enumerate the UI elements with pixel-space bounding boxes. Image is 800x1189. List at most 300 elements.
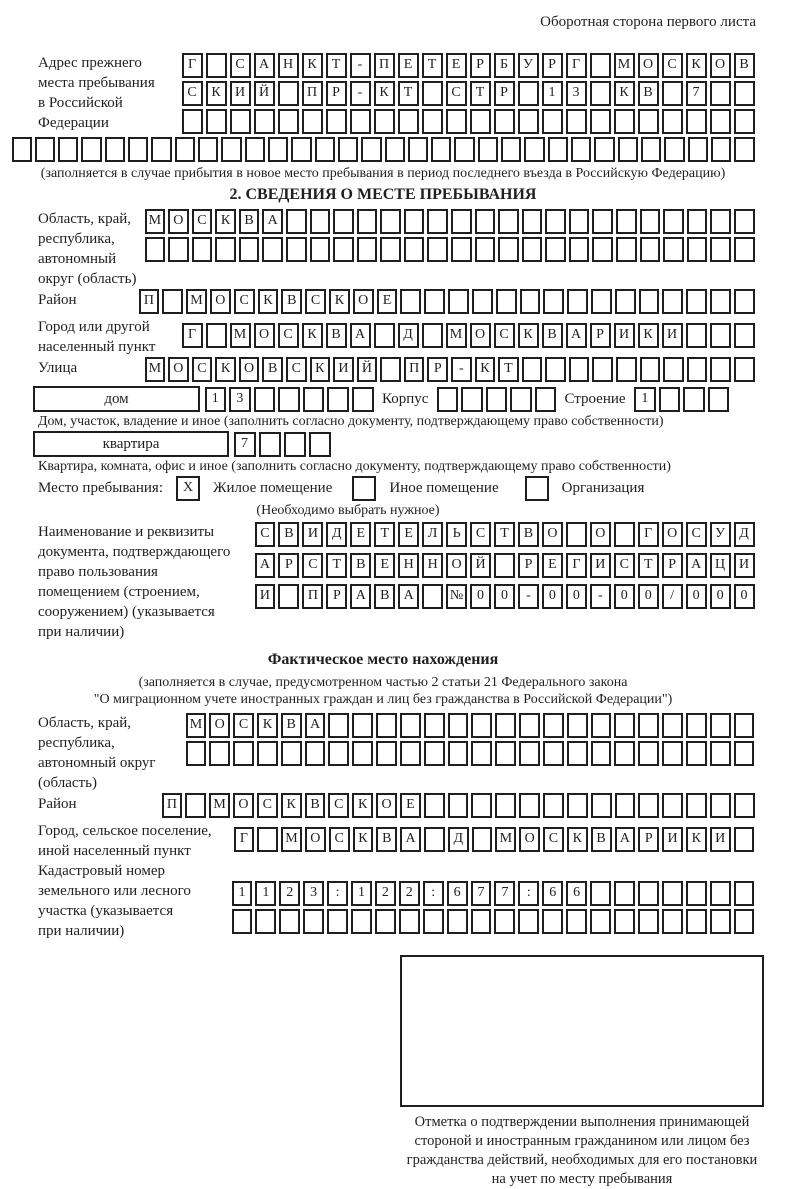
char-cell <box>591 713 612 738</box>
char-cell: О <box>590 522 611 547</box>
char-cell <box>470 109 491 134</box>
char-cell <box>590 881 611 906</box>
apartment-cells <box>232 432 332 457</box>
char-cell: С <box>234 289 255 314</box>
char-cell: О <box>210 289 231 314</box>
char-cell: С <box>192 357 213 382</box>
char-cell <box>471 741 492 766</box>
char-cell <box>688 137 708 162</box>
char-cell <box>710 289 731 314</box>
char-cell: 1 <box>351 881 372 906</box>
char-cell <box>548 137 568 162</box>
char-cell: К <box>352 793 373 818</box>
char-cell <box>734 909 755 934</box>
char-cell: 1 <box>232 881 253 906</box>
char-cell <box>734 289 755 314</box>
apartment-row <box>33 430 756 458</box>
char-cell <box>614 741 635 766</box>
char-cell <box>687 357 708 382</box>
stay-type-option-residential: Жилое помещение <box>213 480 333 496</box>
prev-address-label <box>38 53 180 133</box>
char-cell: 0 <box>566 584 587 609</box>
char-cell: О <box>638 53 659 78</box>
fact-district-block <box>38 793 756 821</box>
char-cell <box>710 81 731 106</box>
char-cell <box>616 209 637 234</box>
char-cell <box>128 137 148 162</box>
char-cell: Д <box>398 323 419 348</box>
char-cell <box>616 357 637 382</box>
char-cell <box>545 209 566 234</box>
char-cell: Р <box>278 553 299 578</box>
char-cell: И <box>734 553 755 578</box>
char-cell: К <box>281 793 302 818</box>
cadastre-row2 <box>230 909 756 934</box>
char-cell: С <box>255 522 276 547</box>
label-line: республика, <box>38 231 115 247</box>
char-cell <box>615 793 636 818</box>
char-cell <box>35 137 55 162</box>
char-cell <box>338 137 358 162</box>
char-cell: К <box>374 81 395 106</box>
char-cell: С <box>233 713 254 738</box>
caption-line: гражданства действий, необходимых для его постановки <box>406 1152 758 1168</box>
char-cell <box>398 109 419 134</box>
char-cell: Ц <box>710 553 731 578</box>
char-cell <box>182 109 203 134</box>
char-cell: Ь <box>446 522 467 547</box>
char-cell: 7 <box>471 881 492 906</box>
char-cell <box>683 387 705 412</box>
char-cell <box>427 237 448 262</box>
char-cell: Й <box>357 357 378 382</box>
char-cell: Б <box>494 53 515 78</box>
region-row1 <box>143 209 756 234</box>
char-cell: Д <box>734 522 755 547</box>
char-cell <box>594 137 614 162</box>
char-cell <box>591 741 612 766</box>
char-cell <box>404 237 425 262</box>
char-cell: К <box>302 323 323 348</box>
char-cell <box>616 237 637 262</box>
region-block <box>38 209 756 289</box>
char-cell: Е <box>350 522 371 547</box>
char-cell <box>734 713 755 738</box>
char-cell <box>230 109 251 134</box>
char-cell: В <box>376 827 397 852</box>
char-cell <box>592 237 613 262</box>
label-line: Город или другой <box>38 319 150 335</box>
char-cell: М <box>495 827 516 852</box>
char-cell: С <box>257 793 278 818</box>
char-cell: : <box>327 881 348 906</box>
char-cell <box>145 237 166 262</box>
char-cell <box>232 909 253 934</box>
street-block <box>38 357 756 385</box>
char-cell <box>543 289 564 314</box>
char-cell: О <box>470 323 491 348</box>
house-cells <box>203 387 375 412</box>
char-cell: П <box>404 357 425 382</box>
char-cell <box>734 357 755 382</box>
char-cell <box>448 289 469 314</box>
char-cell <box>640 237 661 262</box>
char-cell: В <box>542 323 563 348</box>
char-cell <box>662 109 683 134</box>
label-line: Область, край, <box>38 211 132 227</box>
char-cell <box>686 793 707 818</box>
char-cell: К <box>215 209 236 234</box>
label-line: право пользования <box>38 564 158 580</box>
char-cell <box>254 109 275 134</box>
char-cell: Р <box>326 584 347 609</box>
char-cell <box>498 209 519 234</box>
char-cell <box>662 881 683 906</box>
char-cell <box>357 209 378 234</box>
char-cell <box>424 713 445 738</box>
char-cell <box>424 827 445 852</box>
char-cell <box>566 109 587 134</box>
char-cell: О <box>710 53 731 78</box>
char-cell <box>662 713 683 738</box>
char-cell <box>427 209 448 234</box>
char-cell <box>352 741 373 766</box>
char-cell: В <box>350 553 371 578</box>
char-cell: А <box>350 584 371 609</box>
korpus-label: Корпус <box>382 390 429 407</box>
char-cell: О <box>233 793 254 818</box>
label-line: Федерации <box>38 115 109 131</box>
char-cell <box>351 909 372 934</box>
char-cell <box>310 209 331 234</box>
char-cell: О <box>168 209 189 234</box>
char-cell: М <box>614 53 635 78</box>
char-cell: - <box>518 584 539 609</box>
char-cell <box>571 137 591 162</box>
document-block <box>38 522 756 642</box>
char-cell: В <box>281 289 302 314</box>
char-cell <box>710 323 731 348</box>
prev-address-row1 <box>180 53 756 78</box>
region-label <box>38 209 143 289</box>
char-cell: Г <box>234 827 255 852</box>
char-cell: О <box>239 357 260 382</box>
char-cell <box>254 387 276 412</box>
char-cell: 7 <box>686 81 707 106</box>
char-cell: 1 <box>205 387 227 412</box>
char-cell: 7 <box>494 881 515 906</box>
cadastre-label <box>38 861 230 941</box>
fact-title: Фактическое место нахождения <box>267 651 499 668</box>
char-cell: В <box>591 827 612 852</box>
char-cell <box>659 387 681 412</box>
char-cell: 6 <box>542 881 563 906</box>
char-cell <box>496 289 517 314</box>
char-cell <box>374 323 395 348</box>
char-cell: П <box>302 81 323 106</box>
label-line: сооружением) (указывается <box>38 604 215 620</box>
fact-district-label: Район <box>38 796 77 812</box>
fact-region-label <box>38 713 184 793</box>
char-cell: К <box>475 357 496 382</box>
char-cell: Р <box>326 81 347 106</box>
district-label: Район <box>38 292 77 308</box>
char-cell <box>618 137 638 162</box>
char-cell: В <box>638 81 659 106</box>
char-cell: 0 <box>710 584 731 609</box>
char-cell: 0 <box>494 584 515 609</box>
char-cell <box>518 109 539 134</box>
char-cell <box>566 522 587 547</box>
char-cell: Т <box>326 53 347 78</box>
char-cell: Т <box>422 53 443 78</box>
label-line: республика, <box>38 735 115 751</box>
city-row <box>180 323 756 348</box>
char-cell: С <box>446 81 467 106</box>
label-line: места пребывания <box>38 75 155 91</box>
char-cell <box>105 137 125 162</box>
prev-address-block <box>38 53 756 137</box>
char-cell <box>326 109 347 134</box>
char-cell: С <box>302 553 323 578</box>
char-cell <box>257 741 278 766</box>
korpus-cells <box>435 387 557 412</box>
char-cell <box>543 741 564 766</box>
char-cell: К <box>518 323 539 348</box>
char-cell <box>374 109 395 134</box>
char-cell <box>291 137 311 162</box>
char-cell: 3 <box>303 881 324 906</box>
char-cell <box>281 741 302 766</box>
char-cell <box>686 741 707 766</box>
label-line: участка (указывается <box>38 903 174 919</box>
region-cells <box>143 209 756 265</box>
label-line: в Российской <box>38 95 123 111</box>
char-cell <box>641 137 661 162</box>
char-cell <box>567 289 588 314</box>
stay-type-checkbox-organization[interactable] <box>525 476 549 501</box>
char-cell <box>501 137 521 162</box>
char-cell <box>590 909 611 934</box>
char-cell <box>259 432 281 457</box>
char-cell: Р <box>542 53 563 78</box>
char-cell: О <box>254 323 275 348</box>
char-cell: О <box>542 522 563 547</box>
char-cell: № <box>446 584 467 609</box>
char-cell <box>333 237 354 262</box>
char-cell <box>422 81 443 106</box>
char-cell <box>186 741 207 766</box>
char-cell <box>710 741 731 766</box>
char-cell <box>662 909 683 934</box>
char-cell: И <box>255 584 276 609</box>
house-caption: Дом, участок, владение и иное (заполнить согласно документу, подтверждающему право собственности) <box>38 414 664 429</box>
char-cell <box>542 109 563 134</box>
char-cell <box>640 209 661 234</box>
char-cell <box>376 741 397 766</box>
char-cell <box>257 827 278 852</box>
char-cell: С <box>494 323 515 348</box>
label-line: земельного или лесного <box>38 883 191 899</box>
char-cell <box>327 387 349 412</box>
char-cell: Р <box>638 827 659 852</box>
char-cell: М <box>281 827 302 852</box>
confirmation-mark-box <box>400 955 764 1107</box>
label-line: Адрес прежнего <box>38 55 142 71</box>
char-cell <box>400 741 421 766</box>
char-cell <box>708 387 730 412</box>
char-cell: М <box>230 323 251 348</box>
char-cell: Р <box>494 81 515 106</box>
char-cell <box>221 137 241 162</box>
char-cell: : <box>518 881 539 906</box>
char-cell <box>614 109 635 134</box>
prev-address-row2 <box>180 81 756 106</box>
label-line: населенный пункт <box>38 339 156 355</box>
char-cell <box>352 387 374 412</box>
char-cell <box>309 432 331 457</box>
char-cell: Р <box>470 53 491 78</box>
char-cell <box>522 237 543 262</box>
char-cell <box>498 237 519 262</box>
char-cell <box>535 387 556 412</box>
char-cell <box>638 881 659 906</box>
char-cell <box>662 793 683 818</box>
stroenie-label: Строение <box>564 390 626 407</box>
char-cell <box>592 357 613 382</box>
char-cell: 0 <box>638 584 659 609</box>
char-cell: И <box>710 827 731 852</box>
char-cell: У <box>518 53 539 78</box>
char-cell <box>198 137 218 162</box>
char-cell <box>664 137 684 162</box>
fact-city-label <box>38 821 232 861</box>
char-cell: 3 <box>566 81 587 106</box>
char-cell: Р <box>662 553 683 578</box>
char-cell: 0 <box>614 584 635 609</box>
char-cell <box>175 137 195 162</box>
char-cell <box>614 713 635 738</box>
char-cell <box>305 741 326 766</box>
char-cell: О <box>168 357 189 382</box>
char-cell <box>640 357 661 382</box>
char-cell <box>255 909 276 934</box>
char-cell <box>475 209 496 234</box>
char-cell: Г <box>566 553 587 578</box>
char-cell: 6 <box>566 881 587 906</box>
char-cell <box>590 109 611 134</box>
char-cell <box>686 109 707 134</box>
char-cell <box>471 713 492 738</box>
char-cell: Е <box>398 522 419 547</box>
char-cell <box>12 137 32 162</box>
char-cell: П <box>374 53 395 78</box>
char-cell <box>686 909 707 934</box>
char-cell <box>151 137 171 162</box>
char-cell: К <box>329 289 350 314</box>
char-cell <box>431 137 451 162</box>
char-cell: С <box>686 522 707 547</box>
label-line: документа, подтверждающего <box>38 544 231 560</box>
char-cell <box>448 713 469 738</box>
char-cell <box>400 713 421 738</box>
char-cell: К <box>686 53 707 78</box>
char-cell: С <box>329 827 350 852</box>
char-cell <box>542 909 563 934</box>
char-cell <box>350 109 371 134</box>
char-cell <box>81 137 101 162</box>
char-cell <box>215 237 236 262</box>
char-cell: М <box>186 713 207 738</box>
char-cell: Е <box>398 53 419 78</box>
char-cell: И <box>614 323 635 348</box>
char-cell <box>567 713 588 738</box>
char-cell: А <box>566 323 587 348</box>
char-cell: Д <box>448 827 469 852</box>
char-cell <box>686 713 707 738</box>
char-cell: / <box>662 584 683 609</box>
char-cell: Р <box>518 553 539 578</box>
char-cell <box>734 741 755 766</box>
stay-type-checkbox-residential[interactable]: X <box>176 476 200 501</box>
char-cell <box>424 289 445 314</box>
char-cell <box>286 237 307 262</box>
char-cell: А <box>686 553 707 578</box>
char-cell <box>206 323 227 348</box>
char-cell <box>310 237 331 262</box>
char-cell: К <box>638 323 659 348</box>
char-cell <box>446 109 467 134</box>
char-cell: Л <box>422 522 443 547</box>
stay-type-note: (Необходимо выбрать нужное) <box>256 503 440 518</box>
char-cell <box>279 909 300 934</box>
char-cell: С <box>286 357 307 382</box>
char-cell: Е <box>446 53 467 78</box>
prev-address-row4 <box>10 137 756 162</box>
char-cell <box>569 357 590 382</box>
char-cell <box>591 793 612 818</box>
char-cell <box>375 909 396 934</box>
char-cell <box>543 793 564 818</box>
char-cell <box>710 793 731 818</box>
char-cell: С <box>192 209 213 234</box>
char-cell <box>380 237 401 262</box>
char-cell <box>380 209 401 234</box>
char-cell: - <box>350 81 371 106</box>
char-cell <box>734 827 755 852</box>
char-cell: М <box>209 793 230 818</box>
char-cell <box>734 109 755 134</box>
char-cell <box>734 209 755 234</box>
char-cell <box>591 289 612 314</box>
char-cell: Р <box>590 323 611 348</box>
char-cell: Г <box>638 522 659 547</box>
char-cell: С <box>230 53 251 78</box>
char-cell <box>519 793 540 818</box>
char-cell <box>333 209 354 234</box>
char-cell: Е <box>377 289 398 314</box>
char-cell <box>327 909 348 934</box>
char-cell: В <box>281 713 302 738</box>
apartment-caption: Квартира, комната, офис и иное (заполнить согласно документу, подтверждающему право собственности) <box>38 459 671 474</box>
stay-type-checkbox-other[interactable] <box>352 476 376 501</box>
char-cell: Н <box>422 553 443 578</box>
char-cell: Г <box>182 53 203 78</box>
char-cell <box>638 793 659 818</box>
fact-city-row <box>232 827 756 852</box>
char-cell <box>567 793 588 818</box>
char-cell: О <box>446 553 467 578</box>
